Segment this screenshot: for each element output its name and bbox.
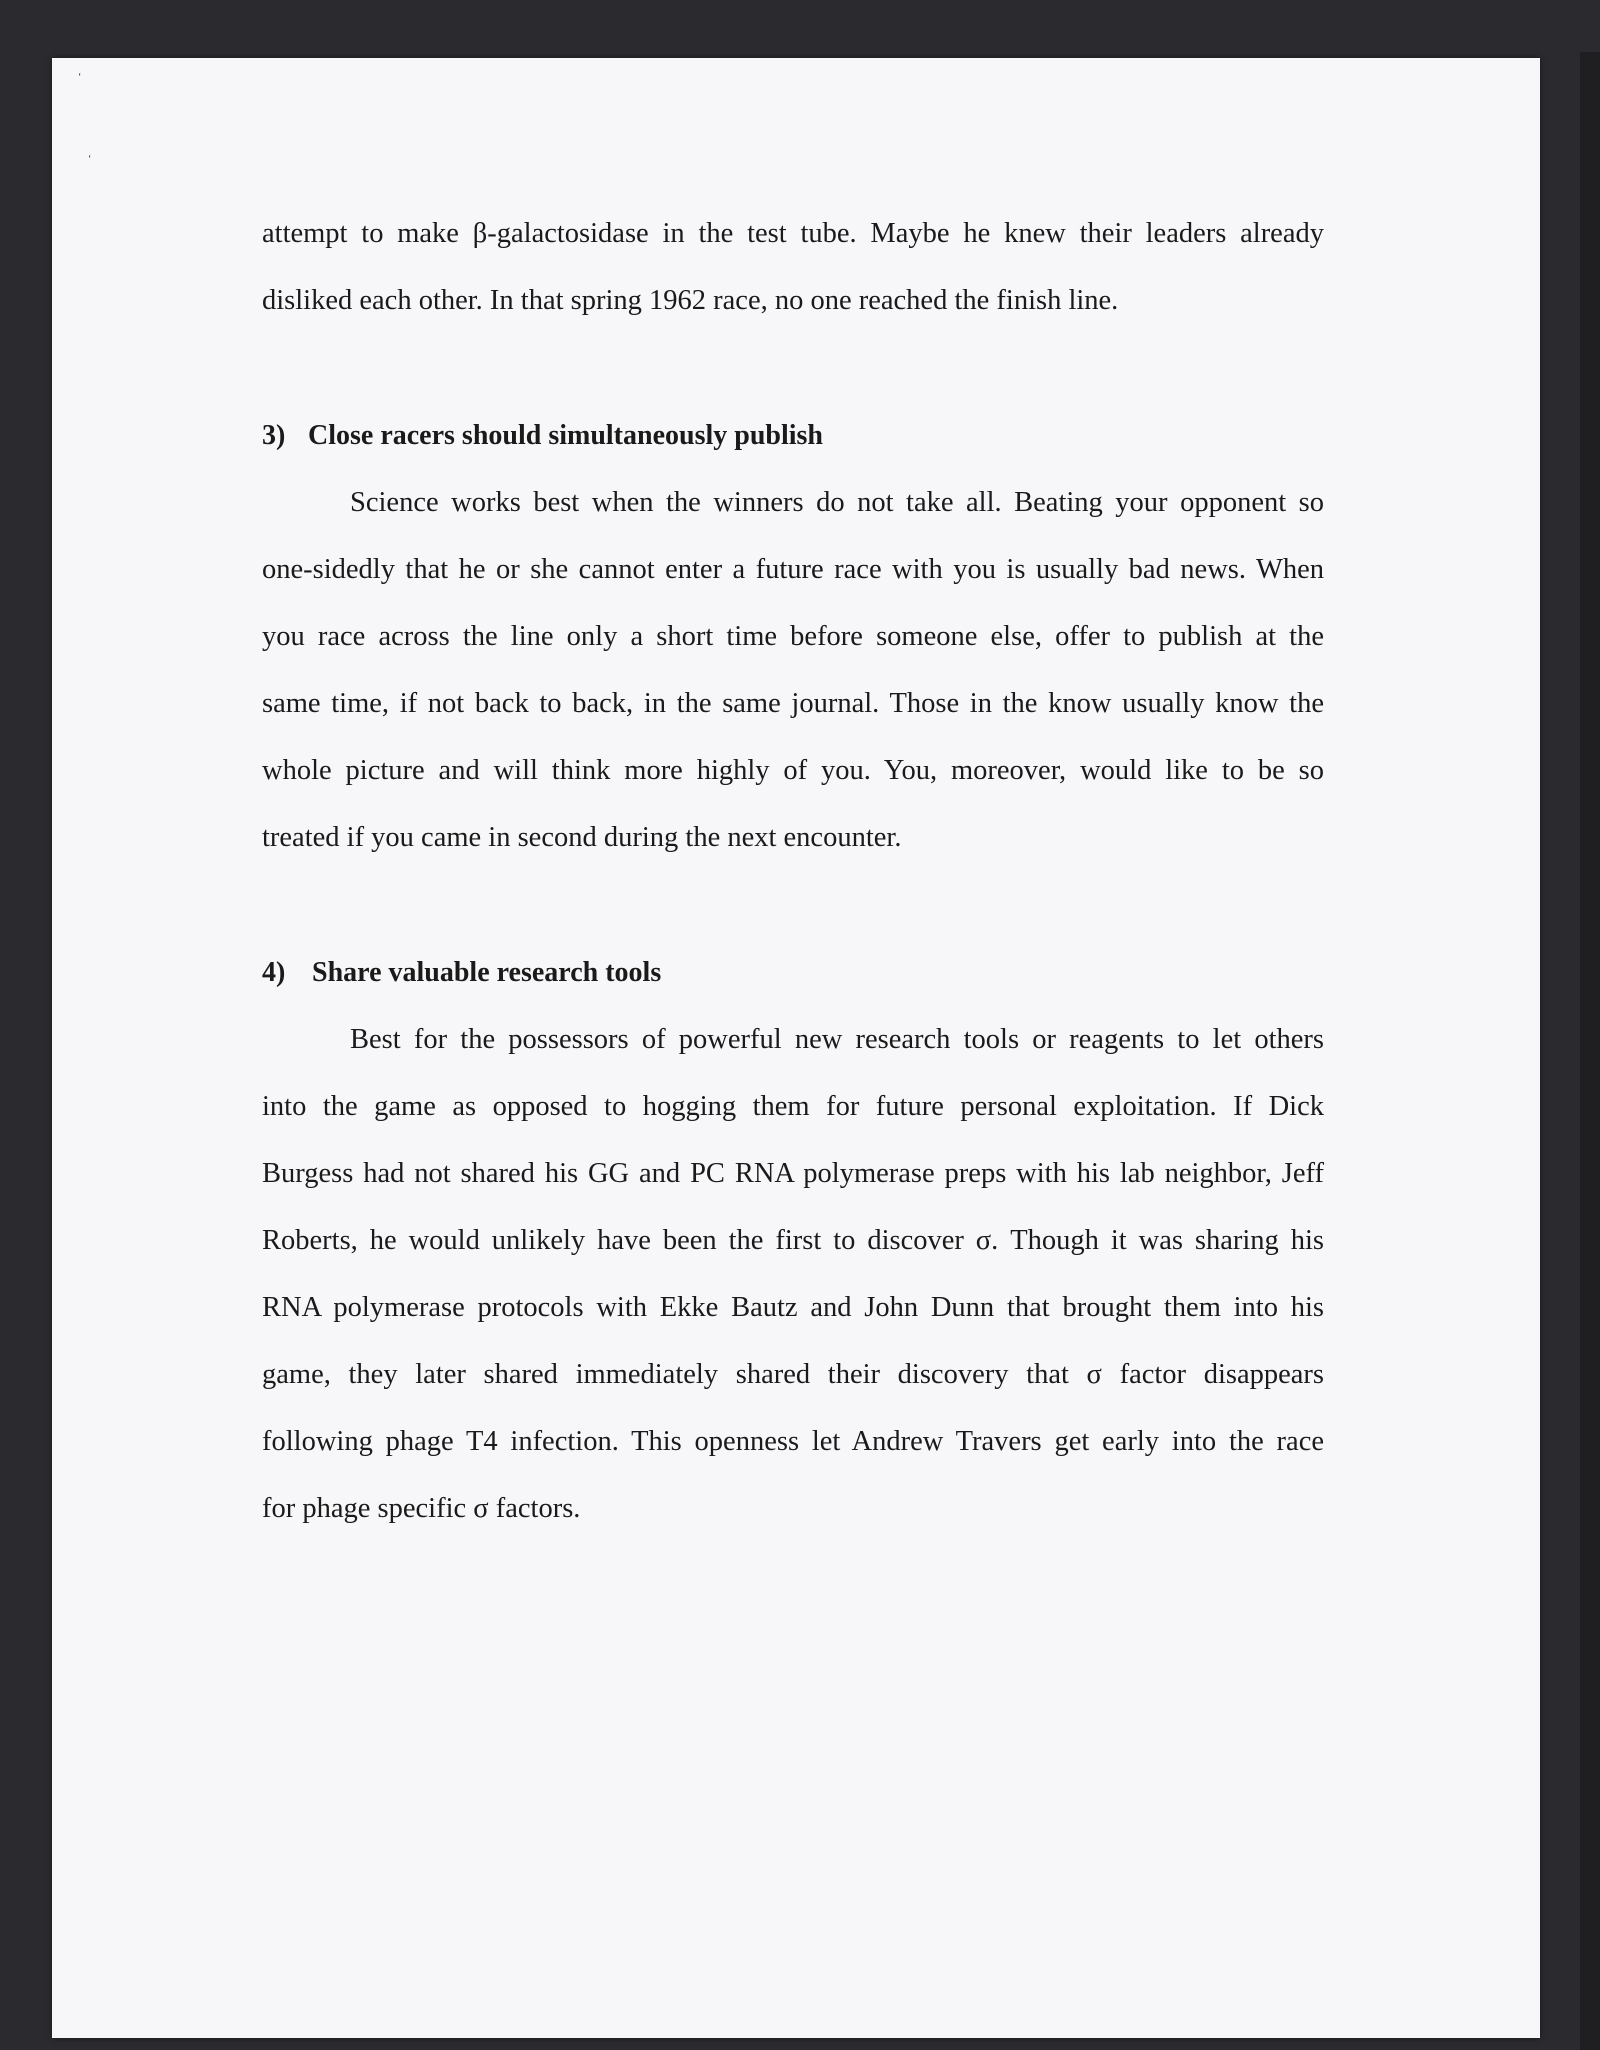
text-line: into the game as opposed to hogging them for future personal exploitation. If Dick xyxy=(262,1091,1324,1122)
text-line: whole picture and will think more highly of you. You, moreover, would like to be so xyxy=(262,755,1324,786)
text-line: Best for the possessors of powerful new research tools or reagents to let others xyxy=(350,1024,1324,1055)
text-line: Science works best when the winners do not take all. Beating your opponent so xyxy=(350,487,1324,518)
margin-mark: ‘ xyxy=(78,72,82,83)
text-line: same time, if not back to back, in the same journal. Those in the know usually know the xyxy=(262,688,1324,719)
text-line: Roberts, he would unlikely have been the first to discover σ. Though it was sharing his xyxy=(262,1225,1324,1256)
text-line: RNA polymerase protocols with Ekke Bautz and John Dunn that brought them into his xyxy=(262,1292,1324,1323)
document-text xyxy=(262,200,1324,1542)
section-number: 3) xyxy=(262,420,286,451)
text-line: game, they later shared immediately shared their discovery that σ factor disappears xyxy=(262,1359,1324,1390)
section-heading-3 xyxy=(262,402,1324,469)
section-title: Share valuable research tools xyxy=(312,957,662,988)
text-line: for phage specific σ factors. xyxy=(262,1493,581,1524)
text-line: attempt to make β-galactosidase in the test tube. Maybe he knew their leaders already xyxy=(262,218,1324,249)
scanner-edge xyxy=(1580,52,1600,2050)
margin-mark: ‘ xyxy=(88,154,92,165)
section-heading-4 xyxy=(262,939,1324,1006)
text-line: Burgess had not shared his GG and PC RNA polymerase preps with his lab neighbor, Jeff xyxy=(262,1158,1324,1189)
text-line: you race across the line only a short time before someone else, offer to publish at the xyxy=(262,621,1324,652)
text-line: one-sidedly that he or she cannot enter a future race with you is usually bad news. When xyxy=(262,554,1324,585)
text-line: following phage T4 infection. This openness let Andrew Travers get early into the race xyxy=(262,1426,1324,1457)
section-number: 4) xyxy=(262,957,286,988)
text-line: treated if you came in second during the next encounter. xyxy=(262,822,902,853)
section-title: Close racers should simultaneously publish xyxy=(308,420,823,451)
text-line: disliked each other. In that spring 1962 race, no one reached the finish line. xyxy=(262,285,1119,316)
